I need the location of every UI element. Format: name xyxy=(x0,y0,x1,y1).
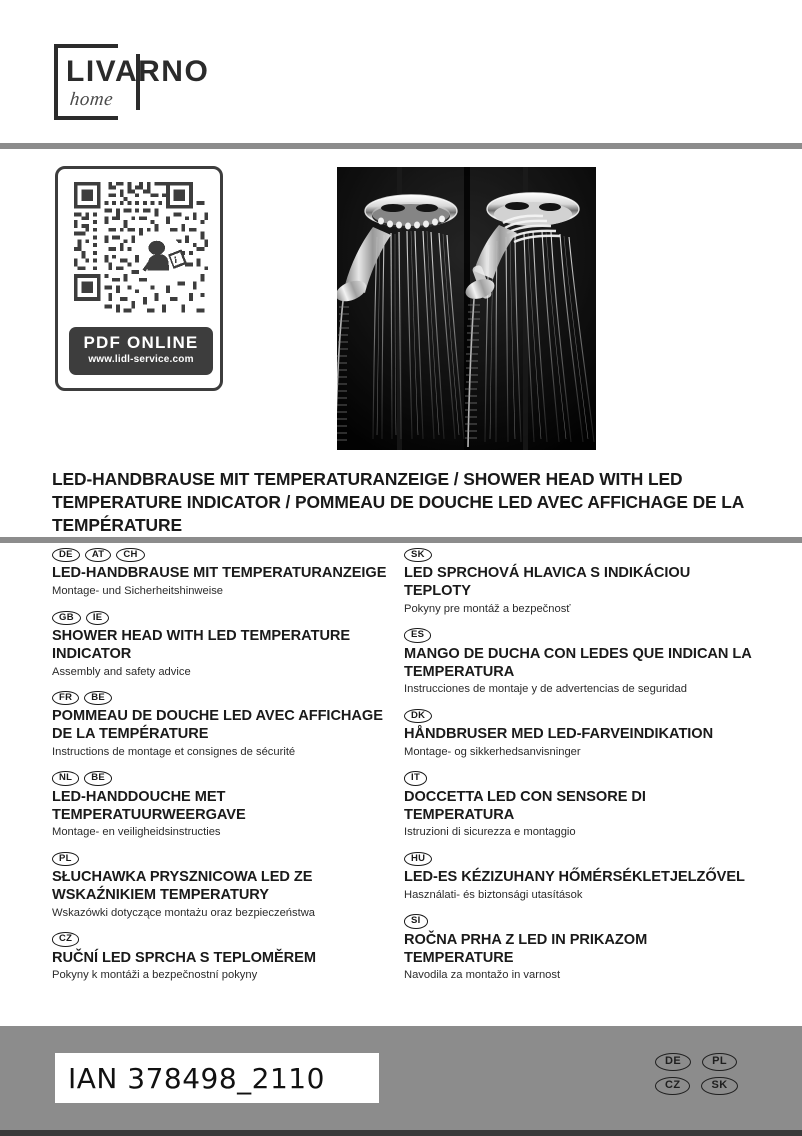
language-subtitle: Használati- és biztonsági utasítások xyxy=(404,889,583,902)
country-flag-group xyxy=(52,852,397,866)
divider-top xyxy=(0,143,802,149)
country-badge-at: AT xyxy=(85,548,112,562)
country-badge-hu: HU xyxy=(404,852,432,866)
language-title: POMMEAU DE DOUCHE LED AVEC AFFICHAGE DE LA TEMPÉRATURE xyxy=(52,708,383,743)
qr-code-panel[interactable] xyxy=(55,166,223,391)
country-badge-cz: CZ xyxy=(52,932,79,946)
language-block xyxy=(404,852,759,903)
country-flag-group xyxy=(52,611,397,625)
language-block xyxy=(52,932,397,983)
country-flag-group xyxy=(404,628,759,642)
footer-flag-row xyxy=(655,1053,765,1071)
country-flag-group xyxy=(404,548,759,562)
country-flag-group xyxy=(52,548,397,562)
language-block xyxy=(404,628,759,696)
language-subtitle: Pokyny k montáži a bezpečnostní pokyny xyxy=(52,969,258,982)
language-block xyxy=(52,611,397,679)
footer-country-badge-cz: CZ xyxy=(655,1077,690,1095)
country-badge-es: ES xyxy=(404,628,431,642)
country-badge-it: IT xyxy=(404,771,427,785)
qr-code-graphic xyxy=(67,178,215,320)
divider-middle xyxy=(0,537,802,543)
country-badge-gb: GB xyxy=(52,611,81,625)
language-subtitle: Wskazówki dotyczące montażu oraz bezpieczeństwa xyxy=(52,906,316,919)
country-flag-group xyxy=(404,709,759,723)
country-flag-group xyxy=(404,771,759,785)
language-title: ROČNA PRHA Z LED IN PRIKAZOM TEMPERATURE xyxy=(404,931,648,966)
footer-language-flags xyxy=(655,1053,765,1101)
country-badge-be: BE xyxy=(84,691,112,705)
pdf-online-badge[interactable] xyxy=(69,327,213,375)
language-block xyxy=(52,691,397,759)
language-title: SHOWER HEAD WITH LED TEMPERATURE INDICATOR xyxy=(52,628,351,662)
footer-country-badge-de: DE xyxy=(655,1053,691,1071)
ian-number: IAN 378498_2110 xyxy=(68,1061,325,1095)
language-block xyxy=(52,771,397,839)
language-block xyxy=(404,771,759,839)
language-subtitle: Assembly and safety advice xyxy=(52,665,191,678)
language-subtitle: Istruzioni di sicurezza e montaggio xyxy=(404,826,576,839)
ian-box xyxy=(55,1053,379,1103)
language-subtitle: Instructions de montage et consignes de sécurité xyxy=(52,746,296,759)
language-title: RUČNÍ LED SPRCHA S TEPLOMĚREM xyxy=(52,949,316,966)
language-title: LED-HANDBRAUSE MIT TEMPERATURANZEIGE xyxy=(52,565,387,582)
language-block xyxy=(404,914,759,982)
country-badge-nl: NL xyxy=(52,771,79,785)
language-title: HÅNDBRUSER MED LED-FARVEINDIKATION xyxy=(404,726,714,743)
product-photo xyxy=(337,167,596,450)
language-title: LED-ES KÉZIZUHANY HŐMÉRSÉKLETJELZŐVEL xyxy=(404,869,745,886)
country-flag-group xyxy=(404,914,759,928)
language-subtitle: Pokyny pre montáž a bezpečnosť xyxy=(404,603,571,616)
language-subtitle: Montage- og sikkerhedsanvisninger xyxy=(404,746,581,759)
country-badge-si: SI xyxy=(404,914,428,928)
brand-subword: home xyxy=(68,89,115,110)
language-column-right xyxy=(404,548,759,995)
language-block xyxy=(404,548,759,616)
footer-bottom-edge xyxy=(0,1130,802,1136)
footer-flag-row xyxy=(655,1077,765,1095)
language-block xyxy=(52,852,397,920)
logo-frame-gap-bottom xyxy=(118,110,148,124)
brand-header xyxy=(0,0,802,145)
brand-wordmark: LIVARNO xyxy=(66,55,210,88)
language-title: DOCCETTA LED CON SENSORE DI TEMPERATURA xyxy=(404,788,646,823)
country-badge-be: BE xyxy=(84,771,112,785)
lidl-service-url: www.lidl-service.com xyxy=(88,353,194,365)
country-badge-ch: CH xyxy=(116,548,144,562)
country-flag-group xyxy=(52,691,397,705)
country-flag-group xyxy=(404,852,759,866)
language-title: LED-HANDDOUCHE MET TEMPERATUURWEERGAVE xyxy=(52,788,246,823)
language-subtitle: Instrucciones de montaje y de advertencias de seguridad xyxy=(404,683,687,696)
language-block xyxy=(52,548,397,599)
language-title: SŁUCHAWKA PRYSZNICOWA LED ZE WSKAŹNIKIEM TEMPERATURY xyxy=(52,869,313,904)
language-title: MANGO DE DUCHA CON LEDES QUE INDICAN LA TEMPERATURA xyxy=(404,645,752,680)
language-title: LED SPRCHOVÁ HLAVICA S INDIKÁCIOU TEPLOTY xyxy=(404,565,691,600)
country-flag-group xyxy=(52,771,397,785)
logo-frame-gap-top xyxy=(118,40,148,54)
language-block xyxy=(404,709,759,760)
country-badge-fr: FR xyxy=(52,691,79,705)
pdf-online-label: PDF ONLINE xyxy=(83,333,199,352)
country-flag-group xyxy=(52,932,397,946)
country-badge-de: DE xyxy=(52,548,80,562)
country-badge-dk: DK xyxy=(404,709,432,723)
footer-country-badge-pl: PL xyxy=(702,1053,737,1071)
country-badge-pl: PL xyxy=(52,852,79,866)
country-badge-ie: IE xyxy=(86,611,110,625)
page-title: LED-HANDBRAUSE MIT TEMPERATURANZEIGE / SHOWER HEAD WITH LED TEMPERATURE INDICATOR / POMMEAU DE DOUCHE LED AVEC AFFICHAGE DE LA TEMPÉRATURE xyxy=(52,469,744,535)
country-badge-sk: SK xyxy=(404,548,432,562)
language-column-left xyxy=(52,548,397,995)
footer-country-badge-sk: SK xyxy=(701,1077,737,1095)
language-subtitle: Navodila za montažo in varnost xyxy=(404,969,561,982)
language-subtitle: Montage- und Sicherheitshinweise xyxy=(52,585,224,598)
language-subtitle: Montage- en veiligheidsinstructies xyxy=(52,826,221,839)
